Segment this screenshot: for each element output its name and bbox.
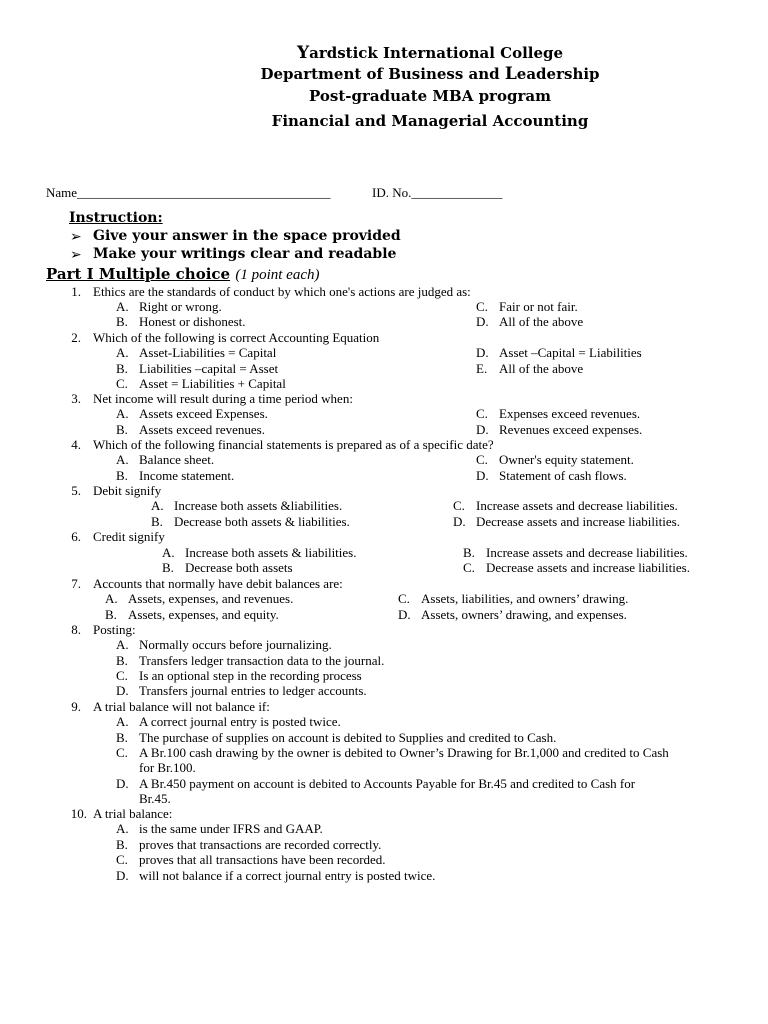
option-letter: A. [116,821,129,836]
question-number: 1. [71,284,81,299]
college-name: Yardstick International College [296,43,564,63]
question-number: 9. [71,699,81,714]
instruction-title: Instruction: [69,210,163,226]
option-letter: B. [116,314,128,329]
option-letter: B. [151,514,163,529]
option-text[interactable]: Balance sheet. [139,452,215,467]
question-text: A trial balance will not balance if: [93,699,270,714]
option-letter: D. [476,345,489,360]
question-text: Net income will result during a time period when: [93,391,353,406]
question-text: Posting: [93,622,136,637]
option-text[interactable]: Decrease assets and increase liabilities. [486,560,690,575]
question-text: Debit signify [93,483,162,498]
option-text[interactable]: Right or wrong. [139,299,222,314]
option-text[interactable]: The purchase of supplies on account is debited to Supplies and credited to Cash. [139,730,557,745]
id-field[interactable]: ID. No.______________ [372,185,503,200]
option-letter: A. [162,545,175,560]
option-text[interactable]: Normally occurs before journalizing. [139,637,332,652]
option-letter: C. [463,560,475,575]
option-letter: A. [116,452,129,467]
question-number: 8. [71,622,81,637]
question-number: 5. [71,483,81,498]
option-letter: B. [116,361,128,376]
option-letter: A. [116,714,129,729]
option-text[interactable]: Fair or not fair. [499,299,578,314]
option-letter: B. [116,837,128,852]
option-letter: D. [398,607,411,622]
option-letter: D. [116,683,129,698]
option-letter: B. [463,545,475,560]
arrow-bullet-icon: ➢ [70,230,82,245]
option-text[interactable]: A correct journal entry is posted twice. [139,714,341,729]
question-number: 6. [71,529,81,544]
option-text[interactable]: Decrease both assets & liabilities. [174,514,350,529]
option-letter: A. [116,345,129,360]
option-letter: D. [476,422,489,437]
option-text[interactable]: All of the above [499,361,584,376]
instruction-item: Give your answer in the space provided [93,228,401,244]
option-letter: C. [116,376,128,391]
option-letter: A. [151,498,164,513]
option-letter: A. [105,591,118,606]
question-text: Which of the following financial statements is prepared as of a specific date? [93,437,494,452]
option-letter: C. [116,852,128,867]
option-letter: B. [116,422,128,437]
option-letter: D. [453,514,466,529]
arrow-bullet-icon: ➢ [70,248,82,263]
option-text[interactable]: Assets, liabilities, and owners’ drawing. [421,591,629,606]
option-text[interactable]: proves that transactions are recorded correctly. [139,837,382,852]
instruction-item: Make your writings clear and readable [93,246,397,262]
course-title: Financial and Managerial Accounting [271,112,589,130]
option-text[interactable]: Transfers journal entries to ledger accounts. [139,683,367,698]
question-text: Credit signify [93,529,165,544]
option-letter: B. [116,653,128,668]
option-letter: D. [116,868,129,883]
option-text[interactable]: Assets, expenses, and revenues. [128,591,294,606]
option-text[interactable]: A Br.450 payment on account is debited to Accounts Payable for Br.45 and credited to Cash for [139,776,636,791]
question-number: 2. [71,330,81,345]
option-text[interactable]: Increase assets and decrease liabilities. [476,498,678,513]
question-text: A trial balance: [93,806,173,821]
question-text: Ethics are the standards of conduct by which one's actions are judged as: [93,284,471,299]
option-text[interactable]: Statement of cash flows. [499,468,627,483]
part-heading: Part I Multiple choice (1 point each) [46,265,320,283]
option-text[interactable]: Assets exceed Expenses. [139,406,268,421]
option-text[interactable]: Honest or dishonest. [139,314,246,329]
option-text[interactable]: will not balance if a correct journal entry is posted twice. [139,868,436,883]
option-letter: D. [476,468,489,483]
option-text[interactable]: Assets, owners’ drawing, and expenses. [421,607,627,622]
option-letter: B. [116,730,128,745]
option-letter: D. [116,776,129,791]
option-text[interactable]: Increase both assets &liabilities. [174,498,343,513]
option-letter: B. [105,607,117,622]
option-letter: C. [476,299,488,314]
question-number: 3. [71,391,81,406]
option-letter: A. [116,406,129,421]
option-text[interactable]: Increase assets and decrease liabilities. [486,545,688,560]
option-text-continued[interactable]: Br.45. [139,791,171,806]
option-text[interactable]: Income statement. [139,468,235,483]
option-text[interactable]: Decrease both assets [185,560,293,575]
option-text[interactable]: A Br.100 cash drawing by the owner is debited to Owner’s Drawing for Br.1,000 and credited to Cash [139,745,669,760]
option-letter: B. [162,560,174,575]
question-text: Which of the following is correct Accounting Equation [93,330,380,345]
question-number: 4. [71,437,81,452]
option-letter: C. [476,452,488,467]
option-text-continued[interactable]: for Br.100. [139,760,196,775]
option-letter: C. [116,668,128,683]
option-text[interactable]: proves that all transactions have been recorded. [139,852,386,867]
department-name: Department of Business and Leadership [260,64,600,84]
option-letter: E. [476,361,488,376]
option-text[interactable]: Liabilities –capital = Asset [139,361,279,376]
option-text[interactable]: Asset –Capital = Liabilities [499,345,642,360]
option-letter: C. [398,591,410,606]
question-number: 10. [70,806,87,821]
option-letter: C. [116,745,128,760]
option-text[interactable]: All of the above [499,314,584,329]
option-letter: C. [476,406,488,421]
option-letter: D. [476,314,489,329]
option-text[interactable]: Is an optional step in the recording process [139,668,362,683]
question-number: 7. [71,576,81,591]
question-text: Accounts that normally have debit balances are: [93,576,343,591]
option-text[interactable]: Owner's equity statement. [499,452,634,467]
option-letter: A. [116,637,129,652]
name-field[interactable]: Name_______________________________________ [46,185,331,200]
option-letter: B. [116,468,128,483]
option-letter: A. [116,299,129,314]
option-text[interactable]: is the same under IFRS and GAAP. [139,821,323,836]
option-text[interactable]: Assets exceed revenues. [139,422,265,437]
option-text[interactable]: Transfers ledger transaction data to the journal. [139,653,385,668]
option-text[interactable]: Assets, expenses, and equity. [128,607,279,622]
option-text[interactable]: Revenues exceed expenses. [499,422,643,437]
option-letter: C. [453,498,465,513]
option-text[interactable]: Asset = Liabilities + Capital [139,376,286,391]
option-text[interactable]: Increase both assets & liabilities. [185,545,357,560]
option-text[interactable]: Expenses exceed revenues. [499,406,641,421]
option-text[interactable]: Asset-Liabilities = Capital [139,345,277,360]
program-name: Post-graduate MBA program [309,87,551,105]
option-text[interactable]: Decrease assets and increase liabilities. [476,514,680,529]
